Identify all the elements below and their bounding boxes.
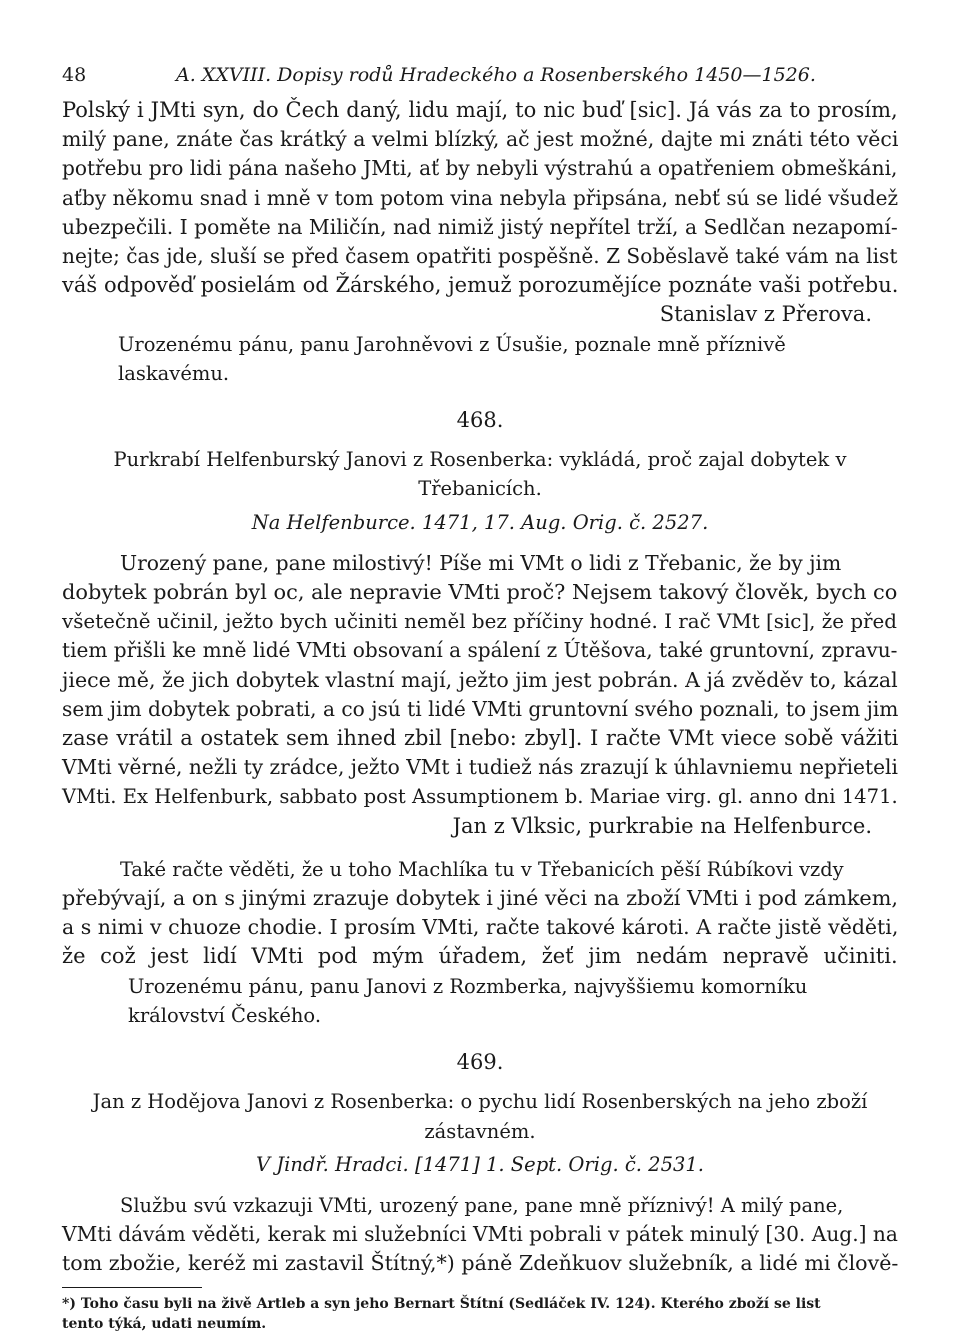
letter-469-summary: Jan z Hodějova Janovi z Rosenberka: o pychu lidí Rosenberských na jeho zboží zástavném.	[92, 1090, 868, 1143]
text-line: Službu svú vzkazuji VMti, urozený pane, pane mně příznivý! A milý pane,	[120, 1193, 844, 1217]
text-line: sem jim dobytek pobrati, a co jsú ti lidé VMti gruntovní svého poznali, to jsem jim	[62, 696, 899, 721]
text-line: VMti. Ex Helfenburk, sabbato post Assumptionem b. Mariae virg. gl. anno dni 1471.	[62, 785, 898, 809]
text-line: potřebu pro lidi pána našeho JMti, ať by nebyli výstrahú a opatřeniem obmeškáni,	[62, 156, 898, 181]
letter-468-signature: Jan z Vlksic, purkrabie na Helfenburce.	[452, 813, 872, 838]
document-page	[62, 64, 898, 1334]
footnote-rule	[62, 1287, 202, 1288]
text-line: Urozený pane, pane milostivý! Píše mi VMt o lidi z Třebanic, že by jim	[120, 550, 842, 575]
letter-469-text	[62, 1191, 898, 1279]
text-line: nejte; čas jde, sluší se před časem opatřiti pospěšně. Z Soběslavě také vám na list	[62, 244, 898, 269]
page-number: 48	[62, 64, 87, 86]
letter-468-address: Urozenému pánu, panu Janovi z Rozmberka, najvyššiemu komorníku království Českého.	[128, 974, 808, 1027]
text-line: jiece mě, že jich dobytek vlastní mají, ježto jim jest pobrán. A já zvěděv to, kázal	[62, 667, 898, 692]
text-line: VMti věrné, nežli ty zrádce, ježto VMt i tudiež nás zrazují k úhlavniemu nepřieteli	[62, 755, 898, 780]
footnote	[62, 1294, 898, 1334]
running-title: A. XXVIII. Dopisy rodů Hradeckého a Rosenberského 1450—1526.	[176, 64, 816, 86]
letter-467-address: Urozenému pánu, panu Jarohněvovi z Úsušie, poznale mně příznivě laskavému.	[118, 332, 786, 385]
letter-468-summary: Purkrabí Helfenburský Janovi z Rosenberka: vykládá, proč zajal dobytek v Třebanicích.	[113, 448, 847, 501]
letter-469-dating: V Jindř. Hradci. [1471] 1. Sept. Orig. č. 2531.	[256, 1152, 704, 1176]
letter-469-number: 469.	[456, 1050, 504, 1075]
letter-468-postscript	[62, 855, 898, 972]
page-body	[62, 96, 898, 1334]
text-line: všetečně učinil, ježto bych učiniti neměl bez příčiny hodné. I rač VMt [sic], že před	[62, 610, 897, 634]
letter-468-text	[62, 549, 898, 812]
letter-468-dating: Na Helfenburce. 1471, 17. Aug. Orig. č. 2527.	[251, 510, 709, 534]
text-line: zase vrátil a ostatek sem ihned zbil [nebo: zbyl]. I račte VMt viece sobě vážiti	[62, 726, 899, 751]
letter-468-number: 468.	[456, 408, 504, 433]
text-line: milý pane, znáte čas krátký a velmi blízký, ač jest možné, dajte mi znáti této věci	[62, 127, 899, 152]
footnote-line: *) Toho času byli na živě Artleb a syn jeho Bernart Štítní (Sedláček IV. 124). Kterého zboží se list	[62, 1295, 821, 1312]
letter-467-text	[62, 96, 898, 300]
text-line: VMti dávám věděti, kerak mi služebníci VMti pobrali v pátek minulý [30. Aug.] na	[62, 1222, 898, 1247]
text-line: dobytek pobrán byl oc, ale nepravie VMti proč? Nejsem takový člověk, bych co	[62, 580, 898, 605]
text-line: Polský i JMti syn, do Čech daný, lidu mají, to nic buď [sic]. Já vás za to prosím,	[62, 98, 898, 122]
text-line: ubezpečili. I poměte na Miličín, nad nimiž jistý nepřítel trží, a Sedlčan nezapomí-	[62, 214, 898, 239]
text-line: váš odpověď posielám od Žárského, jemuž porozumějíce poznáte vaši potřebu.	[62, 273, 899, 298]
footnote-line: tento týká, udati neumím.	[62, 1315, 267, 1332]
text-line: přebývají, a on s jinými zrazuje dobytek i jiné věci na zboží VMti i pod zámkem,	[62, 886, 898, 911]
text-line: že což jest lidí VMti pod mým úřadem, žeť jim nedám nepravě učiniti.	[62, 944, 898, 969]
text-line: tom zbožie, keréž mi zastavil Štítný,*) páně Zdeňkuov služebník, a lidé mi člově-	[62, 1251, 899, 1276]
text-line: tiem přišli ke mně lidé VMti obsovaní a spálení z Útěšova, také gruntovní, zpravu-	[62, 638, 898, 663]
text-line: a s nimi v chuoze chodie. I prosím VMti, račte takové károti. A račte jistě věděti,	[62, 915, 899, 940]
text-line: aťby někomu snad i mně v tom potom vina nebyla připsána, nebť sú se lidé všudež	[62, 185, 899, 210]
page-header	[62, 64, 898, 96]
text-line: Také račte věděti, že u toho Machlíka tu v Třebanicích pěší Rúbíkovi vzdy	[120, 857, 844, 881]
letter-467-signature: Stanislav z Přerova.	[659, 302, 872, 327]
